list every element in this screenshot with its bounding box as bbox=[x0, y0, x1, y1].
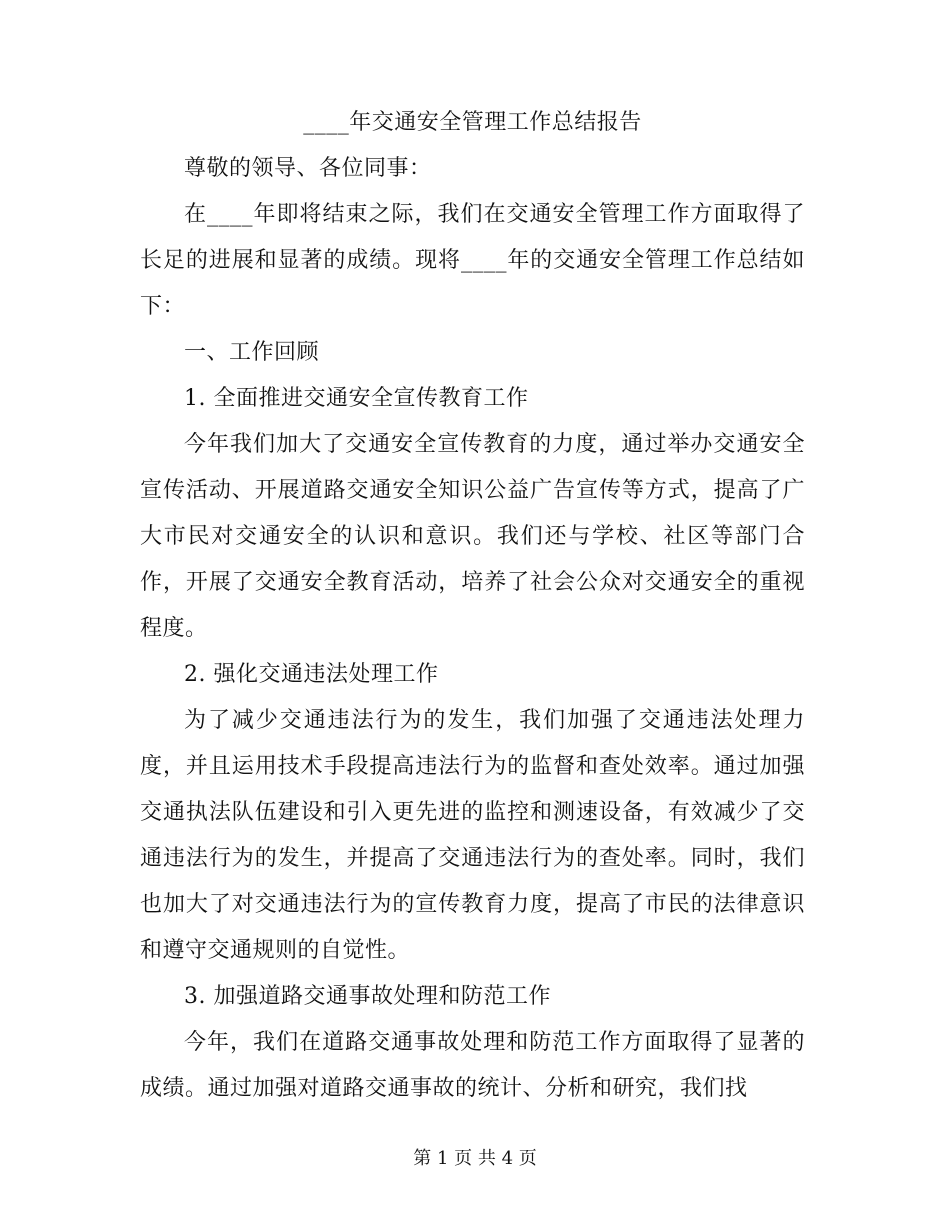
salutation: 尊敬的领导、各位同事： bbox=[184, 156, 432, 181]
section-heading-review: 一、工作回顾 bbox=[184, 340, 320, 365]
subheading-2: 2. 强化交通违法处理工作 bbox=[184, 662, 439, 687]
body-paragraph-2: 为了减少交通违法行为的发生，我们加强了交通违法处理力度，并且运用技术手段提高违法行为的监督和查处效率。通过加强交通执法队伍建设和引入更先进的监控和测速设备，有效减少了交通违法行为的发生，并提高了交通违法行为的查处率。同时，我们也加大了对交通违法行为的宣传教育力度，提高了市民的法律意识和遵守交通规则的自觉性。 bbox=[140, 708, 805, 963]
subheading-1: 1. 全面推进交通安全宣传教育工作 bbox=[184, 386, 529, 411]
page-footer: 第 1 页 共 4 页 bbox=[413, 1148, 537, 1169]
intro-paragraph: 在____年即将结束之际，我们在交通安全管理工作方面取得了长足的进展和显著的成绩。现将____年的交通安全管理工作总结如下： bbox=[140, 202, 805, 319]
body-paragraph-1: 今年我们加大了交通安全宣传教育的力度，通过举办交通安全宣传活动、开展道路交通安全知识公益广告宣传等方式，提高了广大市民对交通安全的认识和意识。我们还与学校、社区等部门合作，开展了交通安全教育活动，培养了社会公众对交通安全的重视程度。 bbox=[140, 432, 805, 641]
document-body bbox=[140, 100, 805, 1112]
body-paragraph-3: 今年，我们在道路交通事故处理和防范工作方面取得了显著的成绩。通过加强对道路交通事故的统计、分析和研究，我们找 bbox=[140, 1030, 805, 1101]
subheading-3: 3. 加强道路交通事故处理和防范工作 bbox=[184, 984, 551, 1009]
document-title: ____年交通安全管理工作总结报告 bbox=[303, 110, 642, 135]
